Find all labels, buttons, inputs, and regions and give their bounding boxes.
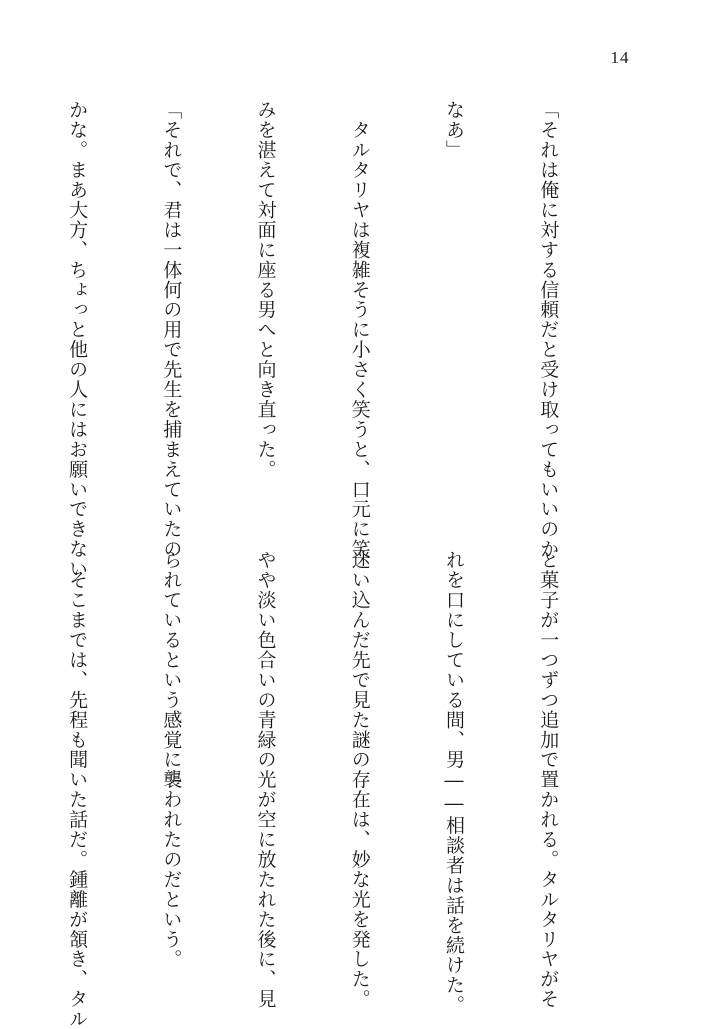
text-column: やや淡い色合いの青緑の光が空に放たれた後に、見 xyxy=(254,550,277,1009)
text-column: タルタリヤは複雑そうに小さく笑うと、口元に笑 xyxy=(348,100,371,559)
text-column: なあ」 xyxy=(442,100,465,160)
text-column: かな。まあ大方、ちょっと他の人にはお願いできない xyxy=(66,100,89,579)
text-column: と菓子が一つずつ追加で置かれる。タルタリヤがそ xyxy=(537,550,560,1009)
text-column: れを口にしている間、男――相談者は話を続けた。 xyxy=(442,550,465,1015)
text-column: 「それは俺に対する信頼だと受け取ってもいいのか xyxy=(537,100,560,559)
text-column: 迷い込んだ先で見た謎の存在は、妙な光を発した。 xyxy=(348,550,371,1009)
text-column: みを湛えて対面に座る男へと向き直った。 xyxy=(254,100,277,480)
text-column: られているという感覚に襲われたのだという。 xyxy=(160,550,183,969)
text-block-lower xyxy=(66,550,626,1029)
text-column: そこまでは、先程も聞いた話だ。鍾離が頷き、タル xyxy=(66,550,89,1029)
text-column: 「それで、君は一体何の用で先生を捕まえていたの xyxy=(160,100,183,559)
page-number: 14 xyxy=(610,48,630,67)
text-block-upper xyxy=(66,100,626,579)
